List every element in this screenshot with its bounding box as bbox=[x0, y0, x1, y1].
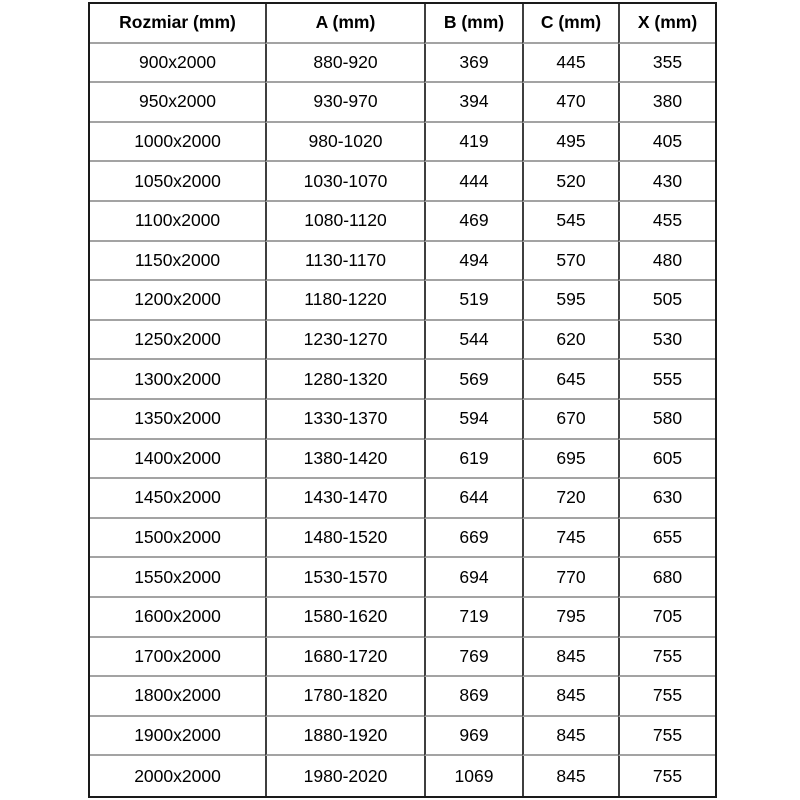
table-cell: 880-920 bbox=[265, 44, 424, 84]
table-row bbox=[90, 756, 715, 796]
table-cell: 620 bbox=[522, 321, 618, 361]
table-cell: 369 bbox=[424, 44, 522, 84]
table-cell: 1069 bbox=[424, 756, 522, 796]
table-cell: 869 bbox=[424, 677, 522, 717]
table-cell: 394 bbox=[424, 83, 522, 123]
table-cell: 1080-1120 bbox=[265, 202, 424, 242]
table-cell: 644 bbox=[424, 479, 522, 519]
table-cell: 1350x2000 bbox=[90, 400, 265, 440]
table-cell: 1230-1270 bbox=[265, 321, 424, 361]
table-cell: 505 bbox=[618, 281, 715, 321]
table-cell: 1380-1420 bbox=[265, 440, 424, 480]
table-cell: 480 bbox=[618, 242, 715, 282]
table-row bbox=[90, 598, 715, 638]
table-cell: 845 bbox=[522, 638, 618, 678]
column-header: A (mm) bbox=[265, 4, 424, 44]
table-cell: 419 bbox=[424, 123, 522, 163]
table-cell: 1580-1620 bbox=[265, 598, 424, 638]
table-row bbox=[90, 440, 715, 480]
table-cell: 755 bbox=[618, 756, 715, 796]
table-cell: 694 bbox=[424, 558, 522, 598]
table-cell: 645 bbox=[522, 360, 618, 400]
table-row bbox=[90, 321, 715, 361]
table-cell: 470 bbox=[522, 83, 618, 123]
table-cell: 770 bbox=[522, 558, 618, 598]
table-cell: 1800x2000 bbox=[90, 677, 265, 717]
table-row bbox=[90, 242, 715, 282]
table-cell: 1030-1070 bbox=[265, 162, 424, 202]
table-body bbox=[90, 44, 715, 796]
table-cell: 1700x2000 bbox=[90, 638, 265, 678]
table-cell: 795 bbox=[522, 598, 618, 638]
table-cell: 1300x2000 bbox=[90, 360, 265, 400]
table-cell: 705 bbox=[618, 598, 715, 638]
table-row bbox=[90, 123, 715, 163]
column-header: C (mm) bbox=[522, 4, 618, 44]
table-cell: 594 bbox=[424, 400, 522, 440]
table-cell: 405 bbox=[618, 123, 715, 163]
table-cell: 755 bbox=[618, 638, 715, 678]
table-cell: 670 bbox=[522, 400, 618, 440]
table-cell: 950x2000 bbox=[90, 83, 265, 123]
table-row bbox=[90, 717, 715, 757]
table-cell: 380 bbox=[618, 83, 715, 123]
table-cell: 1900x2000 bbox=[90, 717, 265, 757]
table-row bbox=[90, 83, 715, 123]
table-cell: 469 bbox=[424, 202, 522, 242]
table-row bbox=[90, 400, 715, 440]
table-cell: 619 bbox=[424, 440, 522, 480]
table-cell: 900x2000 bbox=[90, 44, 265, 84]
table-cell: 430 bbox=[618, 162, 715, 202]
table-cell: 1530-1570 bbox=[265, 558, 424, 598]
table-cell: 1480-1520 bbox=[265, 519, 424, 559]
table-row bbox=[90, 479, 715, 519]
table-cell: 444 bbox=[424, 162, 522, 202]
column-header: B (mm) bbox=[424, 4, 522, 44]
table-cell: 544 bbox=[424, 321, 522, 361]
table-cell: 580 bbox=[618, 400, 715, 440]
table-cell: 1980-2020 bbox=[265, 756, 424, 796]
table-row bbox=[90, 162, 715, 202]
table-row bbox=[90, 44, 715, 84]
table-cell: 980-1020 bbox=[265, 123, 424, 163]
table-cell: 1050x2000 bbox=[90, 162, 265, 202]
table-cell: 1130-1170 bbox=[265, 242, 424, 282]
table-row bbox=[90, 638, 715, 678]
table-cell: 519 bbox=[424, 281, 522, 321]
table-row bbox=[90, 360, 715, 400]
table-cell: 569 bbox=[424, 360, 522, 400]
table-cell: 1250x2000 bbox=[90, 321, 265, 361]
size-table bbox=[88, 2, 717, 798]
table-header bbox=[90, 4, 715, 44]
table-cell: 1430-1470 bbox=[265, 479, 424, 519]
table-cell: 720 bbox=[522, 479, 618, 519]
table-cell: 1150x2000 bbox=[90, 242, 265, 282]
table-cell: 755 bbox=[618, 717, 715, 757]
column-header: X (mm) bbox=[618, 4, 715, 44]
table-cell: 570 bbox=[522, 242, 618, 282]
table-cell: 1100x2000 bbox=[90, 202, 265, 242]
table-cell: 680 bbox=[618, 558, 715, 598]
table-cell: 445 bbox=[522, 44, 618, 84]
table-cell: 769 bbox=[424, 638, 522, 678]
table-cell: 1200x2000 bbox=[90, 281, 265, 321]
table-row bbox=[90, 677, 715, 717]
table-cell: 1500x2000 bbox=[90, 519, 265, 559]
table-row bbox=[90, 558, 715, 598]
table-cell: 1780-1820 bbox=[265, 677, 424, 717]
table-cell: 1600x2000 bbox=[90, 598, 265, 638]
table-cell: 2000x2000 bbox=[134, 765, 221, 786]
table-cell: 845 bbox=[522, 756, 618, 796]
table-cell: 669 bbox=[424, 519, 522, 559]
table-cell: 1550x2000 bbox=[90, 558, 265, 598]
table-cell: 520 bbox=[522, 162, 618, 202]
table-cell: 845 bbox=[522, 717, 618, 757]
table-cell: 545 bbox=[522, 202, 618, 242]
table-cell: 1880-1920 bbox=[265, 717, 424, 757]
table-cell: 1450x2000 bbox=[90, 479, 265, 519]
table-cell: 355 bbox=[618, 44, 715, 84]
table-cell: 655 bbox=[618, 519, 715, 559]
table-cell: 494 bbox=[424, 242, 522, 282]
table-cell: 930-970 bbox=[265, 83, 424, 123]
table-row bbox=[90, 202, 715, 242]
column-header: Rozmiar (mm) bbox=[90, 4, 265, 44]
table-cell: 630 bbox=[618, 479, 715, 519]
table-cell: 969 bbox=[424, 717, 522, 757]
table-row bbox=[90, 281, 715, 321]
table-cell: 555 bbox=[618, 360, 715, 400]
table-cell: 1330-1370 bbox=[265, 400, 424, 440]
table-cell: 1400x2000 bbox=[90, 440, 265, 480]
table-cell: 845 bbox=[522, 677, 618, 717]
table-header-row bbox=[90, 4, 715, 44]
table-cell: 495 bbox=[522, 123, 618, 163]
table-cell: 695 bbox=[522, 440, 618, 480]
table-cell: 1000x2000 bbox=[90, 123, 265, 163]
table-cell: 1180-1220 bbox=[265, 281, 424, 321]
table-row bbox=[90, 519, 715, 559]
table-cell: 1680-1720 bbox=[265, 638, 424, 678]
table-cell: 745 bbox=[522, 519, 618, 559]
table-cell: 530 bbox=[618, 321, 715, 361]
table-cell: 595 bbox=[522, 281, 618, 321]
table-cell: 755 bbox=[618, 677, 715, 717]
table-cell: 455 bbox=[618, 202, 715, 242]
table-cell: 719 bbox=[424, 598, 522, 638]
table-cell: 1280-1320 bbox=[265, 360, 424, 400]
table-cell: 605 bbox=[618, 440, 715, 480]
